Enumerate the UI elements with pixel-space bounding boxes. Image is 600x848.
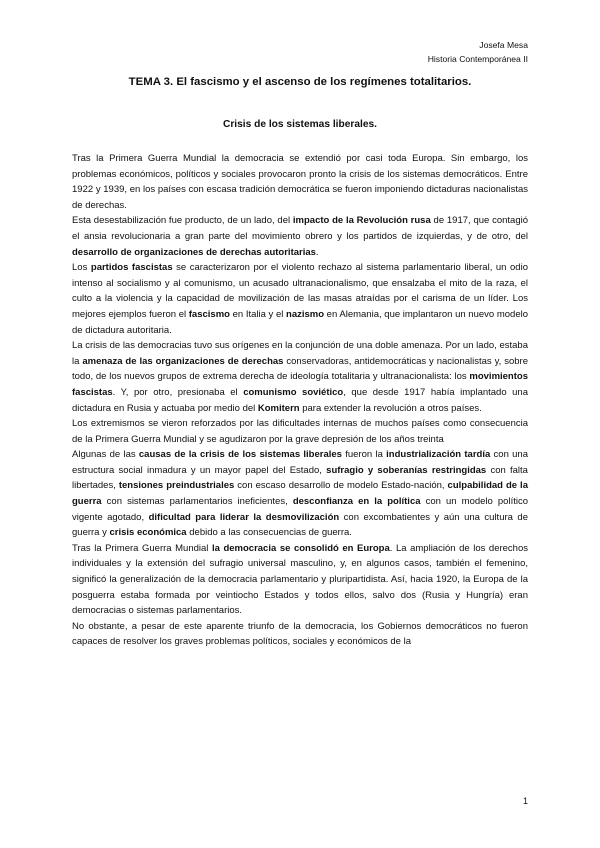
paragraph: [72, 447, 528, 541]
bold-text: culpabilidad de la guerra: [72, 480, 528, 508]
bold-text: partidos fascistas: [90, 262, 173, 274]
paragraph: [72, 619, 528, 650]
paragraph: [72, 338, 528, 416]
text-run: se caracterizaron por el violento rechazo al sistema parlamentario liberal, un odio intenso al socialismo y al comunismo, un acusado ultranacionalismo, que ensalzaba el mito de la raza, el culto a la violencia y la capacidad de movilización de las masas atraídas por el carisma de un líder. Los mejores ejemplos fueron el: [72, 262, 528, 320]
bold-text: Komitern: [257, 402, 300, 414]
text-run: Algunas de las: [72, 449, 139, 461]
bold-text: industrialización tardía: [386, 449, 491, 461]
text-run: . La ampliación de los derechos individuales y la extensión del sufragio universal masculino, y, en algunos casos, también el femenino, significó la generalización de la democracia parlamentario y pluripartidista. Así, hacia 1920, la Europa de la posguerra estaba formada por veintiocho Estados y todos ellos, salvo dos (Rusia y Hungría) eran democracias o sistemas parlamentarios.: [72, 542, 528, 617]
document-title: TEMA 3. El fascismo y el ascenso de los regímenes totalitarios.: [128, 76, 472, 88]
bold-text: dificultad para liderar la desmovilización: [148, 511, 340, 523]
paragraph: [72, 416, 528, 447]
bold-text: nazismo: [286, 308, 325, 320]
text-run: Los extremismos se vieron reforzados por las dificultades internas de muchos países como consecuencia de la Primera Guerra Mundial y se agudizaron por la grave depresión de los años treinta: [72, 418, 528, 445]
text-run: La crisis de las democracias tuvo sus orígenes en la conjunción de una doble amenaza. Por un lado, estaba la: [72, 340, 528, 367]
text-run: debido a las consecuencias de guerra.: [186, 527, 352, 539]
paragraph: [72, 213, 528, 260]
bold-text: la democracia se consolidó en Europa: [211, 542, 390, 554]
text-run: con sistemas parlamentarios ineficientes,: [101, 496, 293, 508]
text-run: Tras la Primera Guerra Mundial: [72, 542, 212, 554]
text-run: . Y, por otro, presionaba el: [112, 386, 244, 398]
text-run: en Alemania, que implantaron un nuevo modelo de dictadura autoritaria.: [72, 308, 528, 336]
author-name: Josefa Mesa: [479, 40, 528, 50]
bold-text: fascismo: [188, 308, 230, 320]
text-run: No obstante, a pesar de este aparente triunfo de la democracia, los Gobiernos democráticos no fueron capaces de resolver los graves problemas políticos, sociales y económicos de la: [72, 620, 528, 648]
text-run: Esta desestabilización fue producto, de un lado, del: [72, 215, 293, 227]
text-run: con falta libertades,: [72, 464, 528, 492]
text-run: .: [315, 246, 319, 258]
text-run: conservadoras, antidemocráticas y nacionalistas y, sobre todo, de los nuevos grupos de extrema derecha de ideología totalitaria y ultranacionalista: los: [72, 355, 528, 383]
bold-text: causas de la crisis de los sistemas liberales: [138, 449, 342, 461]
text-run: en Italia y el: [229, 308, 287, 320]
text-run: para extender la revolución a otros países.: [299, 402, 482, 414]
page-header: [428, 38, 528, 66]
section-subtitle: Crisis de los sistemas liberales.: [222, 119, 378, 130]
text-run: fueron la: [341, 449, 387, 461]
course-name: Historia Contemporánea II: [427, 54, 528, 64]
bold-text: movimientos fascistas: [72, 371, 528, 398]
paragraph: [72, 541, 528, 619]
bold-text: comunismo soviético: [243, 386, 344, 398]
text-run: con un modelo político vigente agotado,: [72, 496, 528, 523]
bold-text: crisis económica: [109, 527, 187, 539]
paragraph: [72, 151, 528, 213]
bold-text: desarrollo de organizaciones de derechas autoritarias: [72, 246, 316, 258]
bold-text: amenaza de las organizaciones de derechas: [82, 355, 284, 367]
bold-text: sufragio y soberanías restringidas: [326, 464, 487, 476]
text-run: de 1917, que contagió el ansia revolucionaria a gran parte del movimiento obrero y los partidos de izquierdas, y de otro, del: [72, 215, 529, 242]
document-body: [72, 151, 528, 650]
text-run: Tras la Primera Guerra Mundial la democracia se extendió por casi toda Europa. Sin embargo, los problemas económicos, políticos y sociales provocaron pronto la crisis de los sistemas democráticos. Entre 1922 y 1939, en los países con escasa tradición democrática se fueron imponiendo dictaduras nacionalistas de derechas.: [72, 153, 528, 211]
text-run: con una estructura social inmadura y un mayor papel del Estado,: [72, 449, 528, 476]
page-number: 1: [522, 796, 528, 806]
bold-text: desconfianza en la política: [292, 496, 421, 508]
text-run: con excombatientes y aún una cultura de guerra y: [72, 511, 528, 539]
text-run: , que desde 1917 había implantado una dictadura en Rusia y actuaba por medio del: [72, 386, 528, 414]
bold-text: tensiones preindustriales: [118, 480, 235, 492]
text-run: con escaso desarrollo de modelo Estado-nación,: [234, 480, 448, 492]
bold-text: impacto de la Revolución rusa: [292, 215, 431, 227]
text-run: Los: [72, 262, 91, 274]
paragraph: [72, 260, 528, 338]
